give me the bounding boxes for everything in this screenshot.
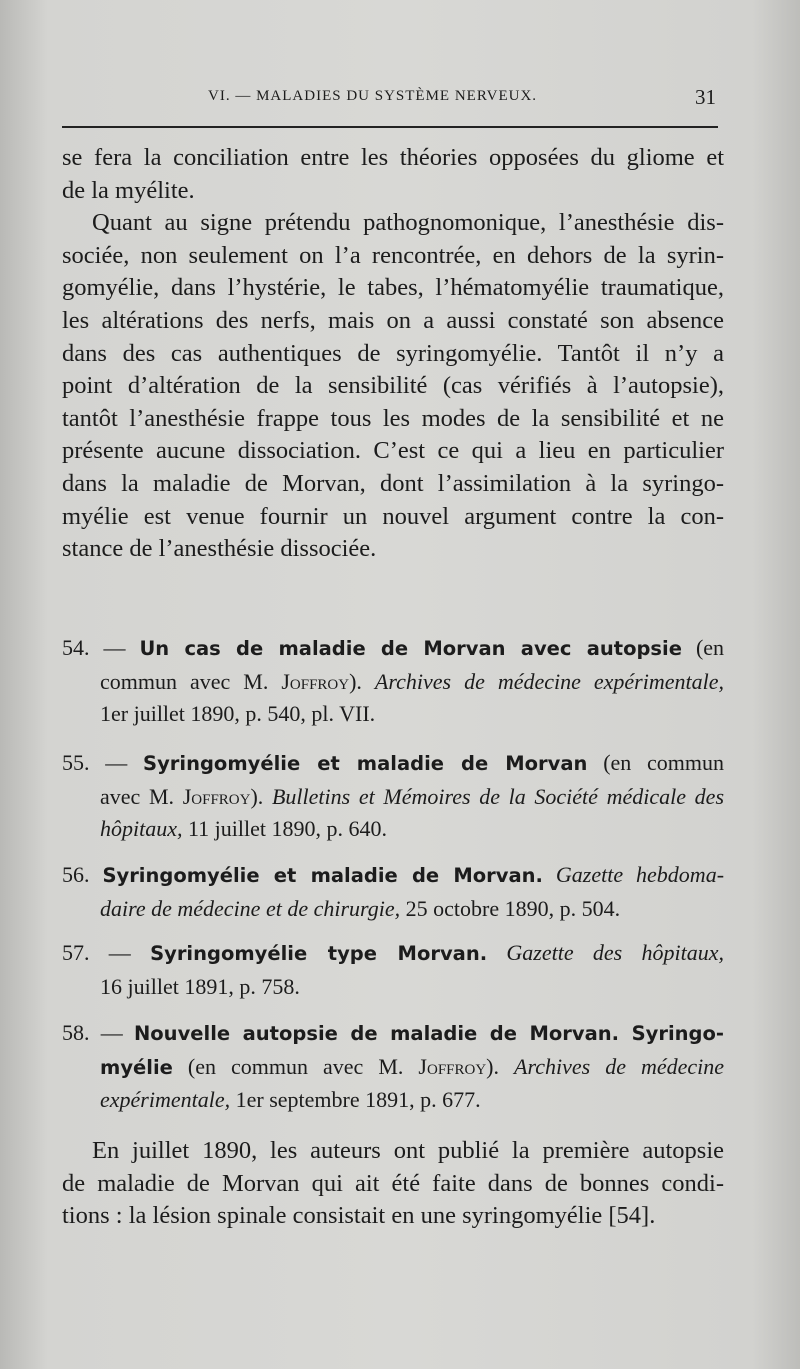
running-head (62, 86, 722, 110)
ref-text: avec M. (100, 783, 175, 809)
ref-coauthor: Joffroy (418, 1053, 487, 1079)
ref-text: 11 juillet 1890, p. 640. (188, 816, 388, 841)
ref-text: (en commun avec M. (187, 1053, 404, 1079)
text-line: tions : la lésion spinale consistait en une syringomyélie [54]. (62, 1202, 656, 1230)
ref-number: 55. (62, 750, 90, 775)
ref-title: Syringomyélie et maladie de Morvan. (102, 864, 543, 887)
text-line: les altérations des nerfs, mais on a aussi constaté son absence (62, 306, 724, 334)
ref-journal: Gazette des hôpitaux, (506, 940, 724, 965)
reference-56 (62, 859, 724, 925)
ref-title: Syringomyélie et maladie de Morvan (143, 752, 588, 775)
ref-journal: hôpitaux, (100, 816, 183, 841)
ref-text: ). (349, 668, 362, 694)
running-title: VI. — MALADIES DU SYSTÈME NERVEUX. (208, 88, 538, 104)
text-line: dans la maladie de Morvan, dont l’assimilation à la syringo- (62, 469, 724, 497)
header-rule (62, 126, 718, 128)
ref-number: 56. (62, 862, 90, 887)
reference-58 (62, 1017, 724, 1117)
ref-text: 16 juillet 1891, p. 758. (100, 973, 300, 999)
text-line: de maladie de Morvan qui ait été faite dans de bonnes condi- (62, 1169, 724, 1197)
text-line: stance de l’anesthésie dissociée. (62, 535, 377, 563)
page-number: 31 (695, 85, 716, 109)
reference-55 (62, 747, 724, 846)
text-line: présente aucune dissociation. C’est ce qui a lieu en particulier (62, 437, 724, 465)
ref-number: 54. (62, 635, 90, 660)
ref-dash: — (108, 940, 131, 965)
ref-text: ). (486, 1053, 499, 1079)
ref-title: Syringomyélie type Morvan. (150, 942, 488, 965)
ref-coauthor: Joffroy (182, 783, 251, 809)
reference-57 (62, 937, 724, 1003)
ref-number: 57. (62, 940, 90, 965)
text-line: sociée, non seulement on l’a rencontrée, en dehors de la syrin- (62, 241, 724, 269)
text-line: gomyélie, dans l’hystérie, le tabes, l’hématomyélie traumatique, (62, 274, 724, 302)
ref-title: Un cas de maladie de Morvan avec autopsie (139, 637, 682, 660)
ref-journal: Archives de médecine expérimentale, (374, 668, 724, 694)
body-paragraph-bottom (62, 1135, 724, 1233)
text-line: myélie est venue fournir un nouvel argument contre la con- (62, 502, 724, 530)
ref-title: Nouvelle autopsie de maladie de Morvan. Syringo- (133, 1022, 724, 1045)
ref-journal: expérimentale, (100, 1087, 231, 1112)
ref-dash: — (103, 635, 126, 660)
text-line: tantôt l’anesthésie frappe tous les modes de la sensibilité et ne (62, 404, 724, 432)
ref-text: (en (695, 635, 725, 660)
ref-dash: — (100, 1020, 123, 1045)
ref-text: (en commun (603, 750, 725, 775)
text-line: Quant au signe prétendu pathognomonique, l’anesthésie dis- (92, 209, 724, 237)
ref-text: 1er septembre 1891, p. 677. (235, 1087, 481, 1112)
ref-journal: Archives de médecine (514, 1053, 725, 1079)
reference-54 (62, 632, 724, 731)
ref-text: 25 octobre 1890, p. 504. (405, 895, 621, 921)
body-paragraphs-top (62, 142, 724, 566)
text-line: se fera la conciliation entre les théories opposées du gliome et (62, 144, 724, 171)
ref-text: commun avec M. (100, 668, 269, 694)
ref-coauthor: Joffroy (281, 668, 350, 694)
ref-title: myélie (100, 1055, 173, 1079)
ref-journal: daire de médecine et de chirurgie, (100, 895, 401, 921)
text-line: point d’altération de la sensibilité (cas vérifiés à l’autopsie), (62, 372, 724, 400)
ref-dash: — (105, 750, 128, 775)
text-line: dans des cas authentiques de syringomyélie. Tantôt il n’y a (62, 339, 724, 367)
text-line: de la myélite. (62, 176, 195, 204)
ref-number: 58. (62, 1020, 90, 1045)
ref-text: 1er juillet 1890, p. 540, pl. VII. (100, 701, 376, 726)
ref-journal: Gazette hebdoma- (555, 862, 725, 887)
ref-text: ). (250, 783, 264, 809)
ref-journal: Bulletins et Mémoires de la Société médicale des (271, 783, 725, 809)
text-line: En juillet 1890, les auteurs ont publié la première autopsie (92, 1137, 724, 1164)
